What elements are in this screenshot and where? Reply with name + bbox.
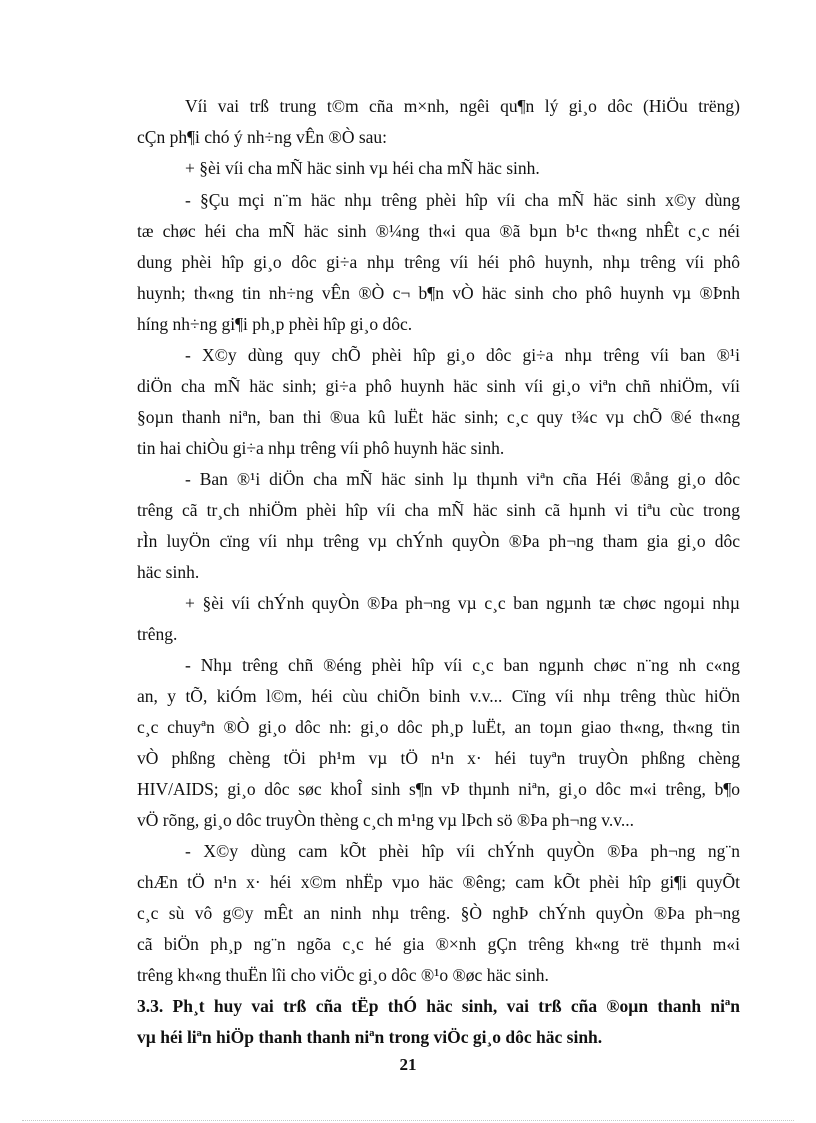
- paragraph-line: häc sinh.: [137, 562, 200, 582]
- paragraph-line: HIV/AIDS; gi¸o dôc søc khoÎ sinh s¶n vÞ thµnh niªn, gi¸o dôc m«i trêng, b¶o: [137, 779, 740, 799]
- paragraph-line: §oµn thanh niªn, ban thi ®ua kû luËt häc sinh; c¸c quy t¾c vµ chÕ ®é th«ng: [137, 407, 740, 427]
- paragraph-line: trêng.: [137, 624, 178, 644]
- section-heading-line: 3.3. Ph¸t huy vai trß cña tËp thÓ häc sinh, vai trß cña ®oµn thanh niªn: [137, 996, 740, 1016]
- paragraph-line: - Nhµ trêng chñ ®éng phèi hîp víi c¸c ban ngµnh chøc n¨ng nh c«ng: [185, 655, 740, 675]
- paragraph-line: + §èi víi cha mÑ häc sinh vµ héi cha mÑ häc sinh.: [185, 158, 540, 178]
- page-number: 21: [399, 1055, 417, 1074]
- paragraph-line: an, y tÕ, kiÓm l©m, héi cùu chiÕn binh v.v... Cïng víi nhµ trêng thùc hiÖn: [137, 686, 740, 706]
- paragraph-line: vÒ phßng chèng tÖi ph¹m vµ tÖ n¹n x· héi tuyªn truyÒn phßng chèng: [137, 748, 740, 768]
- footer-divider: [22, 1120, 794, 1121]
- paragraph-line: trêng cã tr¸ch nhiÖm phèi hîp víi cha mÑ häc sinh cã hµnh vi tiªu cùc trong: [137, 500, 740, 520]
- paragraph-line: - X©y dùng quy chÕ phèi hîp gi¸o dôc gi÷a nhµ trêng víi ban ®¹i: [185, 345, 740, 365]
- paragraph-line: c¸c sù vô g©y mÊt an ninh nhµ trêng. §Ò nghÞ chÝnh quyÒn ®Þa ph¬ng: [137, 903, 740, 923]
- paragraph-line: Víi vai trß trung t©m cña m×nh, ngêi qu¶n lý gi¸o dôc (HiÖu trëng): [185, 96, 740, 116]
- paragraph-line: - §Çu mçi n¨m häc nhµ trêng phèi hîp víi cha mÑ häc sinh x©y dùng: [185, 190, 740, 210]
- paragraph-line: vÖ rõng, gi¸o dôc truyÒn thèng c¸ch m¹ng vµ lÞch sö ®Þa ph¬ng v.v...: [137, 810, 634, 830]
- paragraph-line: huynh; th«ng tin nh÷ng vÊn ®Ò c¬ b¶n vÒ häc sinh cho phô huynh vµ ®Þnh: [137, 283, 740, 303]
- section-heading-line: vµ héi liªn hiÖp thanh thanh niªn trong viÖc gi¸o dôc häc sinh.: [137, 1027, 603, 1047]
- paragraph-line: tæ chøc héi cha mÑ häc sinh ®¼ng th«i qua ®ã bµn b¹c th«ng nhÊt c¸c néi: [137, 221, 740, 241]
- paragraph-line: - Ban ®¹i diÖn cha mÑ häc sinh lµ thµnh viªn cña Héi ®ång gi¸o dôc: [185, 469, 740, 489]
- paragraph-line: - X©y dùng cam kÕt phèi hîp víi chÝnh quyÒn ®Þa ph¬ng ng¨n: [185, 841, 740, 861]
- paragraph-line: tin hai chiÒu gi÷a nhµ trêng víi phô huynh häc sinh.: [137, 438, 505, 458]
- paragraph-line: rÌn luyÖn cïng víi nhµ trêng vµ chÝnh quyÒn ®Þa ph¬ng tham gia gi¸o dôc: [137, 531, 740, 551]
- paragraph-line: dung phèi hîp gi¸o dôc gi÷a nhµ trêng víi héi phô huynh, nhµ trêng víi phô: [137, 252, 740, 272]
- paragraph-line: híng nh÷ng gi¶i ph¸p phèi hîp gi¸o dôc.: [137, 314, 413, 334]
- paragraph-line: + §èi víi chÝnh quyÒn ®Þa ph¬ng vµ c¸c ban ngµnh tæ chøc ngoµi nhµ: [185, 593, 740, 613]
- paragraph-line: cã biÖn ph¸p ng¨n ngõa c¸c hé gia ®×nh gÇn trêng kh«ng trë thµnh m«i: [137, 934, 740, 954]
- paragraph-line: chÆn tÖ n¹n x· héi x©m nhËp vµo häc ®êng; cam kÕt phèi hîp gi¶i quyÕt: [137, 872, 740, 892]
- paragraph-line: cÇn ph¶i chó ý nh÷ng vÊn ®Ò sau:: [137, 127, 388, 147]
- paragraph-line: diÖn cha mÑ häc sinh; gi÷a phô huynh häc sinh víi gi¸o viªn chñ nhiÖm, víi: [137, 376, 740, 396]
- paragraph-line: trêng kh«ng thuËn lîi cho viÖc gi¸o dôc ®¹o ®øc häc sinh.: [137, 965, 549, 985]
- paragraph-line: c¸c chuyªn ®Ò gi¸o dôc nh: gi¸o dôc ph¸p luËt, an toµn giao th«ng, th«ng tin: [137, 717, 740, 737]
